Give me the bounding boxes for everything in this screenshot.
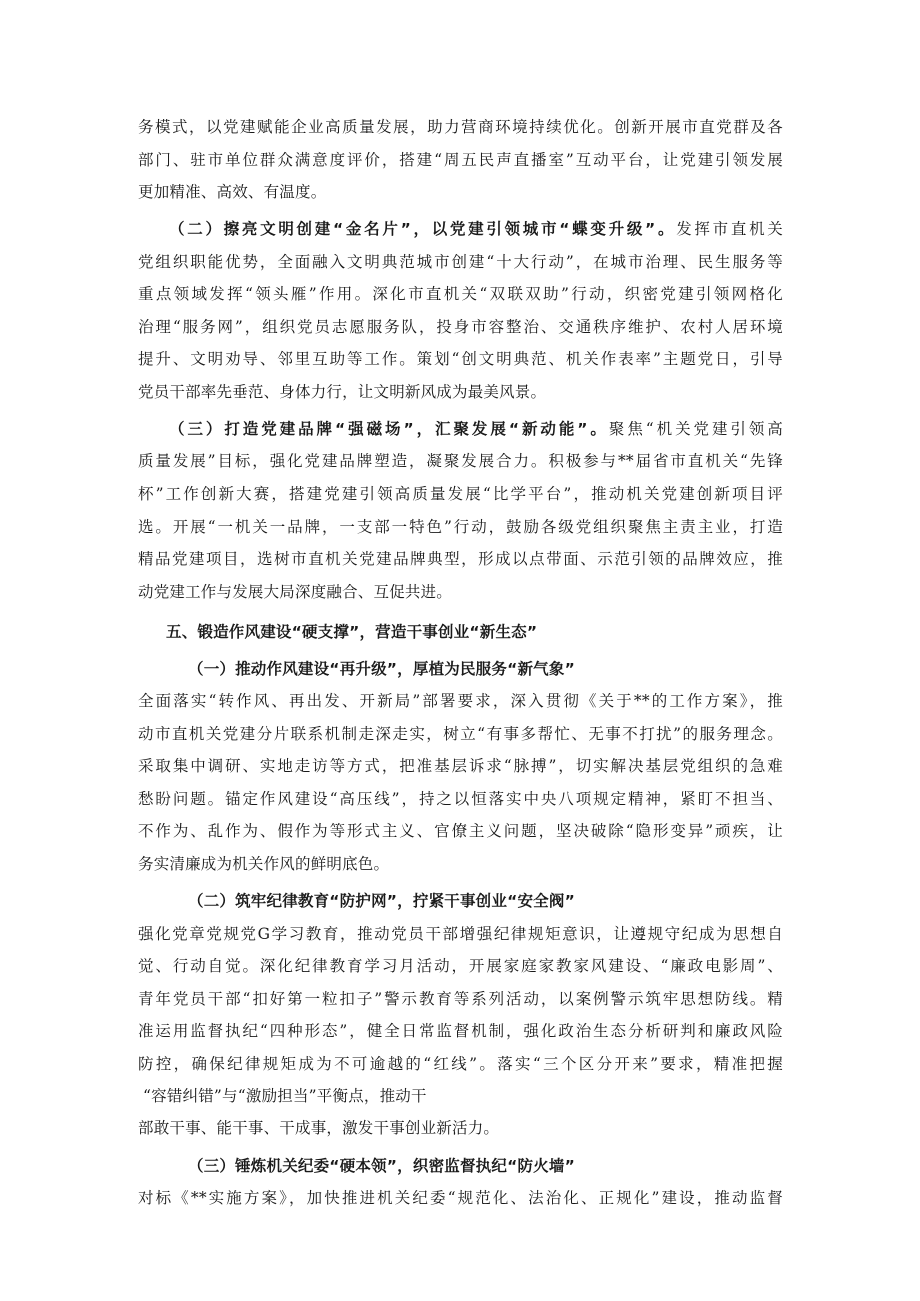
text-line: 务模式，以党建赋能企业高质量发展，助力营商环境持续优化。创新开展市直党群及各 — [138, 118, 783, 136]
text-line: 部敢干事、能干事、干成事，激发干事创业新活力。 — [138, 1119, 500, 1137]
text-line: 提升、文明劝导、邻里互助等工作。策划“创文明典范、机关作表率”主题党日，引导 — [138, 350, 783, 368]
paragraph-heading-line — [169, 219, 783, 239]
text-line: 愁盼问题。锚定作风建设“高压线”，持之以恒落实中央八项规定精神，紧盯不担当、 — [138, 790, 783, 808]
text-line: 精品党建项目，选树市直机关党建品牌典型，形成以点带面、示范引领的品牌效应，推 — [138, 550, 783, 568]
text-line: 部门、驻市单位群众满意度评价，搭建“周五民声直播室”互动平台，让党建引领发展 — [138, 151, 783, 169]
text-line: 觉、行动自觉。深化纪律教育学习月活动，开展家庭家教家风建设、“廉政电影周”、 — [138, 957, 783, 975]
paragraph-heading: （二）擦亮文明创建“金名片”，以党建引领城市“蝶变升级”。 — [169, 220, 677, 238]
text-span: 发挥市直机关 — [676, 220, 783, 238]
text-line: 更加精准、高效、有温度。 — [138, 183, 327, 201]
text-line: 选。开展“一机关一品牌，一支部一特色”行动，鼓励各级党组织聚焦主责主业，打造 — [138, 518, 783, 536]
text-line: 准运用监督执纪“四种形态”，健全日常监督机制，强化政治生态分析研判和廉政风险 — [138, 1022, 783, 1040]
text-line: 重点领域发挥“领头雁”作用。深化市直机关“双联双助”行动，织密党建引领网格化 — [138, 285, 783, 303]
paragraph-heading-line — [169, 419, 783, 439]
text-line: 防控，确保纪律规矩成为不可逾越的“红线”。落实“三个区分开来”要求，精准把握 — [138, 1055, 783, 1073]
text-line: 务实清廉成为机关作风的鲜明底色。 — [138, 855, 390, 873]
paragraph-heading: （三）打造党建品牌“强磁场”，汇聚发展“新动能”。 — [169, 420, 609, 438]
text-line: 党员干部率先垂范、身体力行，让文明新风成为最美风景。 — [138, 383, 547, 401]
text-line: 动党建工作与发展大局深度融合、互促共进。 — [138, 583, 453, 601]
text-line: 不作为、乱作为、假作为等形式主义、官僚主义问题，坚决破除“隐形变异”顽疾，让 — [138, 822, 783, 840]
subsection-heading: （一）推动作风建设“再升级”，厚植为民服务“新气象” — [188, 660, 575, 678]
text-line: “容错纠错”与“激励担当”平衡点，推动干 — [143, 1087, 427, 1105]
text-line: 对标《**实施方案》，加快推进机关纪委“规范化、法治化、正规化”建设，推动监督 — [138, 1189, 783, 1207]
text-line: 质量发展”目标，强化党建品牌塑造，凝聚发展合力。积极参与**届省市直机关“先锋 — [138, 452, 783, 470]
text-line: 治理“服务网”，组织党员志愿服务队，投身市容整治、交通秩序维护、农村人居环境 — [138, 318, 783, 336]
text-line: 青年党员干部“扣好第一粒扣子”警示教育等系列活动，以案例警示筑牢思想防线。精 — [138, 990, 783, 1008]
text-line: 杯”工作创新大赛，搭建党建引领高质量发展“比学平台”，推动机关党建创新项目评 — [138, 485, 783, 503]
text-line: 强化党章党规党G学习教育，推动党员干部增强纪律规矩意识，让遵规守纪成为思想自 — [138, 925, 783, 943]
section-heading: 五、锻造作风建设“硬支撑”，营造干事创业“新生态” — [166, 623, 538, 641]
text-span: 聚焦“机关党建引领高 — [608, 420, 784, 438]
text-line: 采取集中调研、实地走访等方式，把准基层诉求“脉搏”，切实解决基层党组织的急难 — [138, 757, 783, 775]
subsection-heading: （三）锤炼机关纪委“硬本领”，织密监督执纪“防火墙” — [188, 1157, 575, 1175]
text-line: 动市直机关党建分片联系机制走深走实，树立“有事多帮忙、无事不打扰”的服务理念。 — [138, 725, 783, 743]
text-line: 党组织职能优势，全面融入文明典范城市创建“十大行动”，在城市治理、民生服务等 — [138, 253, 783, 271]
text-line: 全面落实“转作风、再出发、开新局”部署要求，深入贯彻《关于**的工作方案》，推 — [138, 692, 783, 710]
subsection-heading: （二）筑牢纪律教育“防护网”，拧紧干事创业“安全阀” — [188, 892, 575, 910]
